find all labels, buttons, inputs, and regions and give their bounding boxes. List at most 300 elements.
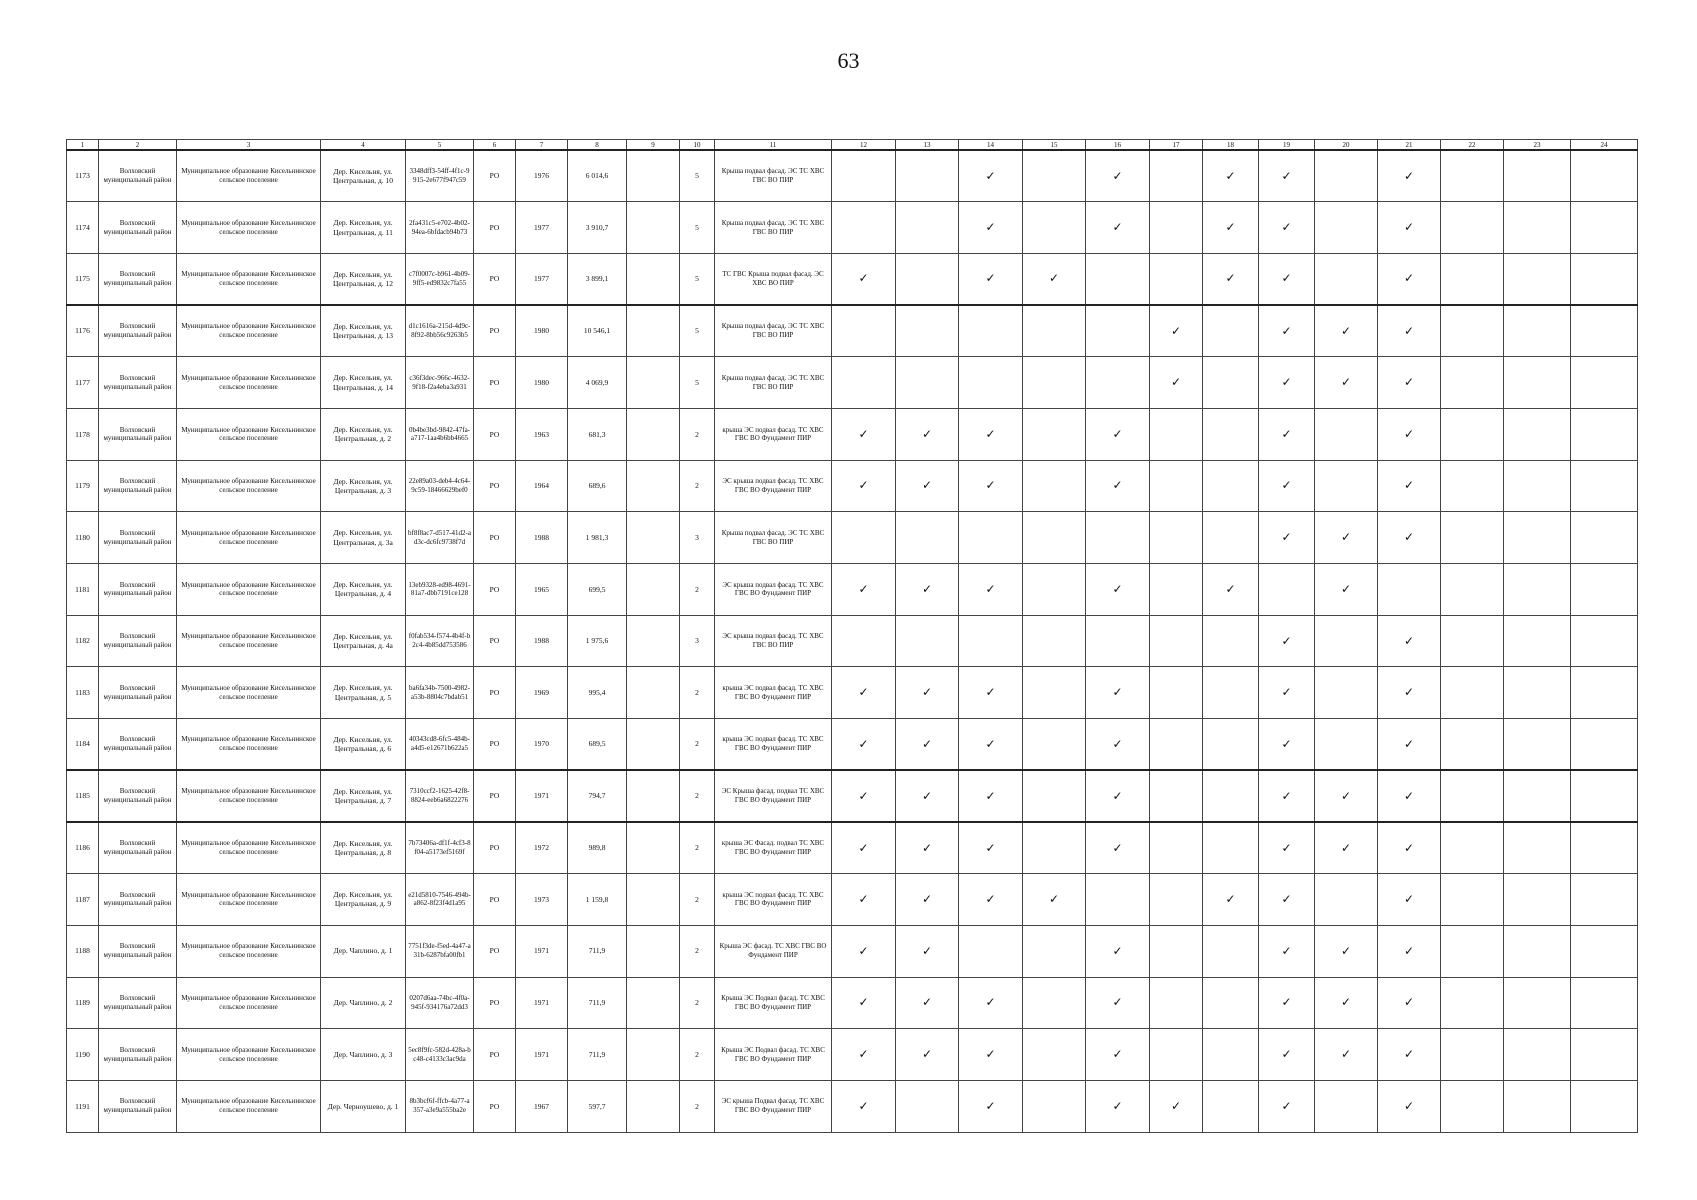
area-cell: 995,4: [568, 667, 627, 719]
check-mark-icon: ✓: [1315, 925, 1378, 977]
area-cell: 6 014,6: [568, 150, 627, 202]
check-mark-icon: ✓: [1259, 253, 1315, 305]
address-cell: Дер. Кисельня, ул. Центральная, д. 5: [321, 667, 406, 719]
empty-check-cell: [1504, 253, 1571, 305]
column-header-3: 3: [177, 140, 321, 151]
column-header-21: 21: [1378, 140, 1441, 151]
floors-cell: 5: [680, 305, 715, 357]
district-cell: Волховский муниципальный район: [99, 1029, 177, 1081]
area-cell: 711,9: [568, 977, 627, 1029]
object-id-cell: 8b3bcf6f-ffcb-4a77-a357-a3e9a555ba2e: [406, 1080, 474, 1132]
object-id-cell: bf8f8ac7-d517-41d2-ad3c-dc6fc9738f7d: [406, 512, 474, 564]
object-id-cell: 7b73406a-df1f-4cf3-8f04-a5173ef5169f: [406, 822, 474, 874]
municipality-cell: Муниципальное образование Кисельнинское сельское поселение: [177, 615, 321, 667]
check-mark-icon: ✓: [1150, 357, 1203, 409]
empty-check-cell: [1571, 512, 1638, 564]
empty-check-cell: [1315, 719, 1378, 771]
check-mark-icon: ✓: [1259, 615, 1315, 667]
works-cell: Крыша подвал фасад. ЭС ТС ХВС ГВС ВО ПИР: [715, 202, 832, 254]
empty-check-cell: [1203, 667, 1259, 719]
empty-check-cell: [1441, 460, 1504, 512]
works-cell: ЭС крыша подвал фасад. ТС ХВС ГВС ВО Фундамент ПИР: [715, 564, 832, 616]
empty-check-cell: [1441, 408, 1504, 460]
row-number: 1191: [67, 1080, 99, 1132]
column-header-23: 23: [1504, 140, 1571, 151]
check-mark-icon: ✓: [1259, 770, 1315, 822]
object-id-cell: 0207d6aa-74bc-4f0a-945f-934176a72dd3: [406, 977, 474, 1029]
check-mark-icon: ✓: [832, 460, 896, 512]
municipality-cell: Муниципальное образование Кисельнинское сельское поселение: [177, 770, 321, 822]
works-cell: Крыша подвал фасад. ЭС ТС ХВС ГВС ВО ПИР: [715, 150, 832, 202]
row-number: 1177: [67, 357, 99, 409]
address-cell: Дер. Кисельня, ул. Центральная, д. 4а: [321, 615, 406, 667]
year-cell: 1972: [516, 822, 568, 874]
empty-check-cell: [1504, 770, 1571, 822]
empty-check-cell: [1259, 564, 1315, 616]
empty-check-cell: [1150, 770, 1203, 822]
empty-check-cell: [1150, 719, 1203, 771]
type-cell: РО: [474, 202, 516, 254]
row-number: 1173: [67, 150, 99, 202]
empty-cell: [627, 305, 680, 357]
check-mark-icon: ✓: [832, 253, 896, 305]
check-mark-icon: ✓: [1086, 719, 1150, 771]
empty-check-cell: [1504, 615, 1571, 667]
empty-check-cell: [1023, 719, 1086, 771]
check-mark-icon: ✓: [1259, 305, 1315, 357]
check-mark-icon: ✓: [1259, 408, 1315, 460]
check-mark-icon: ✓: [959, 150, 1023, 202]
empty-check-cell: [832, 357, 896, 409]
floors-cell: 2: [680, 564, 715, 616]
floors-cell: 2: [680, 925, 715, 977]
empty-check-cell: [1150, 564, 1203, 616]
empty-check-cell: [1504, 1029, 1571, 1081]
empty-check-cell: [1504, 1080, 1571, 1132]
empty-check-cell: [1023, 1080, 1086, 1132]
floors-cell: 5: [680, 202, 715, 254]
check-mark-icon: ✓: [1315, 1029, 1378, 1081]
district-cell: Волховский муниципальный район: [99, 874, 177, 926]
empty-cell: [627, 770, 680, 822]
year-cell: 1977: [516, 202, 568, 254]
check-mark-icon: ✓: [832, 719, 896, 771]
empty-cell: [627, 202, 680, 254]
table-row: [67, 770, 1638, 822]
check-mark-icon: ✓: [1315, 512, 1378, 564]
check-mark-icon: ✓: [896, 925, 959, 977]
object-id-cell: d1c1616a-215d-4d9c-8f92-8bb56c9263b5: [406, 305, 474, 357]
check-mark-icon: ✓: [896, 564, 959, 616]
works-cell: Крыша подвал фасад. ЭС ТС ХВС ГВС ВО ПИР: [715, 305, 832, 357]
check-mark-icon: ✓: [1086, 202, 1150, 254]
check-mark-icon: ✓: [832, 667, 896, 719]
empty-check-cell: [1571, 253, 1638, 305]
type-cell: РО: [474, 822, 516, 874]
empty-check-cell: [1086, 874, 1150, 926]
check-mark-icon: ✓: [1086, 460, 1150, 512]
empty-check-cell: [1150, 667, 1203, 719]
column-header-10: 10: [680, 140, 715, 151]
address-cell: Дер. Кисельня, ул. Центральная, д. 3а: [321, 512, 406, 564]
check-mark-icon: ✓: [1259, 1029, 1315, 1081]
empty-check-cell: [1150, 977, 1203, 1029]
check-mark-icon: ✓: [1378, 1080, 1441, 1132]
column-header-6: 6: [474, 140, 516, 151]
floors-cell: 2: [680, 667, 715, 719]
empty-check-cell: [896, 202, 959, 254]
empty-check-cell: [1504, 667, 1571, 719]
table-row: [67, 667, 1638, 719]
empty-check-cell: [1023, 667, 1086, 719]
check-mark-icon: ✓: [959, 977, 1023, 1029]
floors-cell: 2: [680, 977, 715, 1029]
empty-check-cell: [1378, 564, 1441, 616]
empty-check-cell: [1086, 615, 1150, 667]
table-body: [67, 150, 1638, 1132]
empty-check-cell: [1150, 874, 1203, 926]
check-mark-icon: ✓: [896, 1029, 959, 1081]
empty-check-cell: [1504, 564, 1571, 616]
check-mark-icon: ✓: [959, 1080, 1023, 1132]
check-mark-icon: ✓: [832, 770, 896, 822]
year-cell: 1971: [516, 1029, 568, 1081]
empty-check-cell: [896, 1080, 959, 1132]
empty-check-cell: [1571, 874, 1638, 926]
municipality-cell: Муниципальное образование Кисельнинское сельское поселение: [177, 357, 321, 409]
empty-check-cell: [1504, 460, 1571, 512]
empty-check-cell: [1571, 202, 1638, 254]
empty-check-cell: [1203, 357, 1259, 409]
empty-check-cell: [1504, 719, 1571, 771]
floors-cell: 2: [680, 874, 715, 926]
column-header-15: 15: [1023, 140, 1086, 151]
empty-check-cell: [1571, 564, 1638, 616]
area-cell: 3 910,7: [568, 202, 627, 254]
object-id-cell: 3348dff3-54ff-4f1c-9915-2e677f947c59: [406, 150, 474, 202]
check-mark-icon: ✓: [1259, 719, 1315, 771]
empty-check-cell: [1203, 770, 1259, 822]
type-cell: РО: [474, 615, 516, 667]
empty-check-cell: [1571, 719, 1638, 771]
table-row: [67, 202, 1638, 254]
works-cell: Крыша ЭС Подвал фасад. ТС ХВС ГВС ВО Фундамент ПИР: [715, 977, 832, 1029]
empty-check-cell: [1315, 202, 1378, 254]
address-cell: Дер. Чаплино, д. 2: [321, 977, 406, 1029]
empty-cell: [627, 150, 680, 202]
check-mark-icon: ✓: [1315, 305, 1378, 357]
district-cell: Волховский муниципальный район: [99, 925, 177, 977]
object-id-cell: e21d5810-7546-494b-a862-8f23f4d1a95: [406, 874, 474, 926]
works-cell: Крыша подвал фасад. ЭС ТС ХВС ГВС ВО ПИР: [715, 357, 832, 409]
check-mark-icon: ✓: [1086, 977, 1150, 1029]
municipality-cell: Муниципальное образование Кисельнинское сельское поселение: [177, 667, 321, 719]
check-mark-icon: ✓: [1259, 512, 1315, 564]
check-mark-icon: ✓: [1203, 874, 1259, 926]
row-number: 1175: [67, 253, 99, 305]
table-row: [67, 564, 1638, 616]
check-mark-icon: ✓: [1086, 1029, 1150, 1081]
empty-check-cell: [1023, 202, 1086, 254]
page-number: 63: [837, 48, 860, 73]
empty-check-cell: [1315, 1080, 1378, 1132]
column-number-row: [67, 140, 1638, 151]
works-cell: ЭС крыша подвал фасад. ТС ХВС ГВС ВО Фундамент ПИР: [715, 460, 832, 512]
municipality-cell: Муниципальное образование Кисельнинское сельское поселение: [177, 564, 321, 616]
empty-check-cell: [1571, 977, 1638, 1029]
district-cell: Волховский муниципальный район: [99, 770, 177, 822]
check-mark-icon: ✓: [1378, 719, 1441, 771]
check-mark-icon: ✓: [1378, 667, 1441, 719]
check-mark-icon: ✓: [1315, 564, 1378, 616]
check-mark-icon: ✓: [959, 564, 1023, 616]
floors-cell: 2: [680, 1080, 715, 1132]
check-mark-icon: ✓: [959, 408, 1023, 460]
table-row: [67, 822, 1638, 874]
table-row: [67, 615, 1638, 667]
empty-check-cell: [1023, 512, 1086, 564]
area-cell: 4 069,9: [568, 357, 627, 409]
floors-cell: 2: [680, 719, 715, 771]
row-number: 1178: [67, 408, 99, 460]
empty-check-cell: [1150, 150, 1203, 202]
municipality-cell: Муниципальное образование Кисельнинское сельское поселение: [177, 512, 321, 564]
floors-cell: 5: [680, 253, 715, 305]
empty-check-cell: [1441, 1080, 1504, 1132]
empty-check-cell: [1150, 615, 1203, 667]
empty-check-cell: [1571, 1080, 1638, 1132]
check-mark-icon: ✓: [896, 822, 959, 874]
check-mark-icon: ✓: [1086, 1080, 1150, 1132]
column-header-11: 11: [715, 140, 832, 151]
check-mark-icon: ✓: [1315, 977, 1378, 1029]
empty-check-cell: [1441, 667, 1504, 719]
empty-check-cell: [832, 150, 896, 202]
address-cell: Дер. Чаплино, д. 3: [321, 1029, 406, 1081]
district-cell: Волховский муниципальный район: [99, 977, 177, 1029]
check-mark-icon: ✓: [1315, 357, 1378, 409]
district-cell: Волховский муниципальный район: [99, 305, 177, 357]
municipality-cell: Муниципальное образование Кисельнинское сельское поселение: [177, 822, 321, 874]
address-cell: Дер. Кисельня, ул. Центральная, д. 9: [321, 874, 406, 926]
municipality-cell: Муниципальное образование Кисельнинское сельское поселение: [177, 460, 321, 512]
empty-check-cell: [1023, 822, 1086, 874]
check-mark-icon: ✓: [1086, 150, 1150, 202]
empty-check-cell: [1150, 202, 1203, 254]
year-cell: 1980: [516, 357, 568, 409]
empty-check-cell: [1571, 615, 1638, 667]
address-cell: Дер. Кисельня, ул. Центральная, д. 10: [321, 150, 406, 202]
floors-cell: 3: [680, 615, 715, 667]
area-cell: 689,6: [568, 460, 627, 512]
area-cell: 1 981,3: [568, 512, 627, 564]
column-header-17: 17: [1150, 140, 1203, 151]
empty-check-cell: [1023, 615, 1086, 667]
empty-check-cell: [1203, 1080, 1259, 1132]
check-mark-icon: ✓: [1259, 1080, 1315, 1132]
object-id-cell: 13eb9328-ed98-4691-81a7-dbb7191ce128: [406, 564, 474, 616]
type-cell: РО: [474, 1029, 516, 1081]
works-cell: Крыша ЭС фасад. ТС ХВС ГВС ВО Фундамент ПИР: [715, 925, 832, 977]
table-row: [67, 408, 1638, 460]
year-cell: 1980: [516, 305, 568, 357]
empty-check-cell: [1023, 150, 1086, 202]
address-cell: Дер. Кисельня, ул. Центральная, д. 3: [321, 460, 406, 512]
column-header-2: 2: [99, 140, 177, 151]
empty-check-cell: [1441, 253, 1504, 305]
address-cell: Дер. Кисельня, ул. Центральная, д. 7: [321, 770, 406, 822]
check-mark-icon: ✓: [1086, 770, 1150, 822]
check-mark-icon: ✓: [832, 1080, 896, 1132]
row-number: 1181: [67, 564, 99, 616]
column-header-4: 4: [321, 140, 406, 151]
empty-check-cell: [896, 305, 959, 357]
empty-check-cell: [1571, 667, 1638, 719]
empty-check-cell: [1023, 925, 1086, 977]
municipality-cell: Муниципальное образование Кисельнинское сельское поселение: [177, 1080, 321, 1132]
year-cell: 1969: [516, 667, 568, 719]
check-mark-icon: ✓: [1086, 408, 1150, 460]
empty-check-cell: [1315, 615, 1378, 667]
empty-check-cell: [1441, 822, 1504, 874]
column-header-20: 20: [1315, 140, 1378, 151]
floors-cell: 2: [680, 770, 715, 822]
municipality-cell: Муниципальное образование Кисельнинское сельское поселение: [177, 719, 321, 771]
year-cell: 1973: [516, 874, 568, 926]
empty-cell: [627, 977, 680, 1029]
table-header: [67, 140, 1638, 151]
municipality-cell: Муниципальное образование Кисельнинское сельское поселение: [177, 202, 321, 254]
check-mark-icon: ✓: [1378, 357, 1441, 409]
housing-registry-table: [66, 139, 1638, 1133]
empty-check-cell: [832, 615, 896, 667]
empty-check-cell: [1203, 512, 1259, 564]
empty-check-cell: [1441, 357, 1504, 409]
empty-check-cell: [832, 305, 896, 357]
empty-check-cell: [1086, 512, 1150, 564]
row-number: 1186: [67, 822, 99, 874]
row-number: 1187: [67, 874, 99, 926]
check-mark-icon: ✓: [1378, 253, 1441, 305]
empty-check-cell: [1023, 460, 1086, 512]
area-cell: 1 975,6: [568, 615, 627, 667]
empty-check-cell: [1441, 564, 1504, 616]
check-mark-icon: ✓: [1259, 822, 1315, 874]
check-mark-icon: ✓: [959, 874, 1023, 926]
check-mark-icon: ✓: [1315, 770, 1378, 822]
type-cell: РО: [474, 150, 516, 202]
empty-check-cell: [1504, 512, 1571, 564]
area-cell: 989,8: [568, 822, 627, 874]
empty-check-cell: [1203, 305, 1259, 357]
empty-check-cell: [1023, 770, 1086, 822]
empty-check-cell: [1315, 460, 1378, 512]
floors-cell: 2: [680, 408, 715, 460]
empty-check-cell: [1441, 874, 1504, 926]
empty-check-cell: [1023, 408, 1086, 460]
empty-check-cell: [896, 150, 959, 202]
empty-cell: [627, 667, 680, 719]
address-cell: Дер. Кисельня, ул. Центральная, д. 11: [321, 202, 406, 254]
district-cell: Волховский муниципальный район: [99, 408, 177, 460]
check-mark-icon: ✓: [959, 1029, 1023, 1081]
year-cell: 1963: [516, 408, 568, 460]
column-header-9: 9: [627, 140, 680, 151]
year-cell: 1971: [516, 977, 568, 1029]
empty-cell: [627, 357, 680, 409]
empty-check-cell: [959, 925, 1023, 977]
district-cell: Волховский муниципальный район: [99, 719, 177, 771]
empty-check-cell: [1203, 615, 1259, 667]
empty-cell: [627, 1080, 680, 1132]
empty-check-cell: [1023, 977, 1086, 1029]
type-cell: РО: [474, 977, 516, 1029]
area-cell: 711,9: [568, 925, 627, 977]
empty-check-cell: [1571, 357, 1638, 409]
table-row: [67, 357, 1638, 409]
check-mark-icon: ✓: [1203, 202, 1259, 254]
type-cell: РО: [474, 719, 516, 771]
floors-cell: 2: [680, 460, 715, 512]
district-cell: Волховский муниципальный район: [99, 150, 177, 202]
row-number: 1190: [67, 1029, 99, 1081]
check-mark-icon: ✓: [832, 564, 896, 616]
check-mark-icon: ✓: [959, 770, 1023, 822]
type-cell: РО: [474, 770, 516, 822]
empty-check-cell: [1571, 408, 1638, 460]
empty-check-cell: [1504, 925, 1571, 977]
empty-check-cell: [959, 512, 1023, 564]
check-mark-icon: ✓: [1086, 925, 1150, 977]
object-id-cell: 22e89a03-deb4-4c64-9c59-18466629bef0: [406, 460, 474, 512]
municipality-cell: Муниципальное образование Кисельнинское сельское поселение: [177, 150, 321, 202]
address-cell: Дер. Черноушево, д. 1: [321, 1080, 406, 1132]
empty-check-cell: [1203, 460, 1259, 512]
column-header-16: 16: [1086, 140, 1150, 151]
municipality-cell: Муниципальное образование Кисельнинское сельское поселение: [177, 253, 321, 305]
area-cell: 794,7: [568, 770, 627, 822]
empty-check-cell: [1441, 512, 1504, 564]
type-cell: РО: [474, 512, 516, 564]
area-cell: 597,7: [568, 1080, 627, 1132]
empty-check-cell: [1315, 150, 1378, 202]
empty-check-cell: [1441, 150, 1504, 202]
row-number: 1176: [67, 305, 99, 357]
check-mark-icon: ✓: [959, 667, 1023, 719]
check-mark-icon: ✓: [1378, 305, 1441, 357]
district-cell: Волховский муниципальный район: [99, 253, 177, 305]
empty-check-cell: [1315, 667, 1378, 719]
empty-check-cell: [896, 512, 959, 564]
check-mark-icon: ✓: [1378, 460, 1441, 512]
works-cell: ЭС крыша подвал фасад. ТС ХВС ГВС ВО ПИР: [715, 615, 832, 667]
area-cell: 711,9: [568, 1029, 627, 1081]
district-cell: Волховский муниципальный район: [99, 667, 177, 719]
empty-check-cell: [1150, 822, 1203, 874]
municipality-cell: Муниципальное образование Кисельнинское сельское поселение: [177, 1029, 321, 1081]
check-mark-icon: ✓: [1086, 822, 1150, 874]
check-mark-icon: ✓: [1150, 1080, 1203, 1132]
column-header-12: 12: [832, 140, 896, 151]
check-mark-icon: ✓: [1086, 667, 1150, 719]
empty-check-cell: [1504, 357, 1571, 409]
empty-check-cell: [1504, 874, 1571, 926]
table-row: [67, 719, 1638, 771]
empty-check-cell: [1023, 357, 1086, 409]
check-mark-icon: ✓: [1378, 977, 1441, 1029]
check-mark-icon: ✓: [832, 925, 896, 977]
check-mark-icon: ✓: [959, 460, 1023, 512]
